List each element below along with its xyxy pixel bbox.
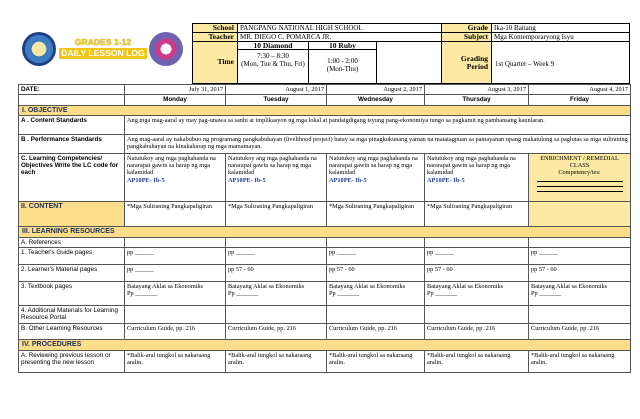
content-standards-label: A . Content Standards xyxy=(19,115,125,134)
other-resources-row xyxy=(19,323,631,339)
tb-fri-title: Batayang Aklat sa Ekonomiks xyxy=(531,283,608,291)
or-tue: Curriculum Guide, pp. 216 xyxy=(226,323,327,339)
school-seal-icon xyxy=(149,32,183,66)
tb-mon-pp: Pp _______ xyxy=(127,290,158,298)
teachers-guide-label: 1. Teacher's Guide pages xyxy=(19,248,125,265)
lc-thu xyxy=(425,153,529,201)
date-label: DATE: xyxy=(19,85,125,95)
grading-period-label: Grading Period xyxy=(441,41,492,84)
section-b-days: (Mon-Thu) xyxy=(326,65,359,73)
tb-tue-title: Batayang Aklat sa Ekonomiks xyxy=(228,283,305,291)
procedures-section-row xyxy=(19,339,631,350)
performance-standards-row xyxy=(19,134,631,153)
deped-seal-icon xyxy=(22,32,56,66)
additional-materials-row xyxy=(19,306,631,324)
tg-thu: pp ______ xyxy=(425,248,529,265)
content-header: II. CONTENT xyxy=(19,201,125,226)
lm-tue: pp 57 - 60 xyxy=(226,265,327,282)
tb-wed xyxy=(327,282,425,306)
procedures-header: IV. PROCEDURES xyxy=(19,339,631,350)
lc-tue-code: AP10PE- Ib-5 xyxy=(228,176,266,184)
am-fri xyxy=(529,306,631,324)
section-a-time: 7:30 – 8:30 xyxy=(257,52,289,60)
lm-wed: pp 57 - 60 xyxy=(327,265,425,282)
am-mon xyxy=(125,306,226,324)
section-a-name: 10 Diamond xyxy=(237,41,309,50)
time-spacer xyxy=(376,41,442,84)
dll-title-line1: GRADES 1-12 xyxy=(74,37,132,47)
grade-label: Grade xyxy=(441,23,492,33)
grade-value: Ika-10 Baitang xyxy=(491,23,630,33)
date-thu: August 3, 2017 xyxy=(425,85,529,95)
enrichment-sub: Competency/ies: xyxy=(558,169,601,177)
learning-competencies-label: C. Learning Competencies/ Objectives Write the LC code for each xyxy=(19,153,125,201)
subject-label: Subject xyxy=(441,32,492,42)
tb-wed-title: Batayang Aklat sa Ekonomiks xyxy=(329,283,406,291)
lc-wed xyxy=(327,153,425,201)
performance-standards-text: Ang mag-aaral ay nakabubuo ng programang pangkabuhayan (livelihood project) batay sa mga pinagkukunang yaman na matatagpuan sa pamayanan upang makatulong sa paglutas sa mga suliraning pangkabuhayan na kinakaharap ng mga mamamayan. xyxy=(125,134,631,153)
day-thu: Thursday xyxy=(425,95,529,105)
tb-thu-pp: Pp _______ xyxy=(427,290,458,298)
tb-mon-title: Batayang Aklat sa Ekonomiks xyxy=(127,283,204,291)
date-tue: August 1, 2017 xyxy=(226,85,327,95)
am-tue xyxy=(226,306,327,324)
references-row xyxy=(19,237,631,247)
or-thu: Curriculum Guide, pp. 216 xyxy=(425,323,529,339)
teacher-label: Teacher xyxy=(192,32,238,42)
content-fri xyxy=(529,201,631,226)
dll-title-line2: DAILY LESSON LOG xyxy=(61,48,145,58)
rv-wed: *Balik-aral tungkol sa nakaraang aralin. xyxy=(327,350,425,372)
rv-tue: *Balik-aral tungkol sa nakaraang aralin. xyxy=(226,350,327,372)
or-mon: Curriculum Guide, pp. 216 xyxy=(125,323,226,339)
teachers-guide-row xyxy=(19,248,631,265)
lc-wed-text: Natutukoy ang mga paghahanda na nararapat gawin sa harap ng mga kalamidad xyxy=(329,154,418,177)
content-standards-text: Ang mga mag-aaral ay may pag-unawa sa sanhi at implikasyon ng mga lokal at pandaigdigang isyung pang-ekonomiya tungo sa pagkamit ng pambansang kaunlaran. xyxy=(125,115,631,134)
lc-tue xyxy=(226,153,327,201)
enrichment-title: ENRICHMENT / REMEDIAL CLASS xyxy=(540,154,619,170)
performance-standards-label: B . Performance Standards xyxy=(19,134,125,153)
lc-mon-text: Natutukoy ang mga paghahanda na nararapat gawin sa harap ng mga kalamidad xyxy=(127,154,216,177)
lc-thu-text: Natutukoy ang mga paghahanda na nararapat gawin sa harap ng mga kalamidad xyxy=(427,154,516,177)
lc-mon xyxy=(125,153,226,201)
section-b-name: 10 Ruby xyxy=(308,41,377,50)
day-tue: Tuesday xyxy=(226,95,327,105)
or-fri: Curriculum Guide, pp. 216 xyxy=(529,323,631,339)
section-b-time: 1:00 - 2:00 xyxy=(327,57,358,65)
school-value: PANGPANG NATIONAL HIGH SCHOOL xyxy=(237,23,442,33)
textbook-label: 3. Textbook pages xyxy=(19,282,125,306)
content-thu: *Mga Suliraning Pangkapaligiran xyxy=(425,201,529,226)
rv-thu: *Balik-aral tungkol sa nakaraang aralin. xyxy=(425,350,529,372)
tb-thu xyxy=(425,282,529,306)
content-mon: *Mga Suliraning Pangkapaligiran xyxy=(125,201,226,226)
resources-section-row xyxy=(19,226,631,237)
section-a-days: (Mon, Tue & Thu, Fri) xyxy=(241,60,305,68)
learning-competencies-row xyxy=(19,153,631,201)
ref-wed xyxy=(327,237,425,247)
objective-section-row xyxy=(19,105,631,115)
content-tue: *Mga Suliraning Pangkapaligiran xyxy=(226,201,327,226)
lc-wed-code: AP10PE- Ib-5 xyxy=(329,176,367,184)
dll-header xyxy=(18,23,630,84)
enrichment-blank-2 xyxy=(537,184,623,187)
tb-mon xyxy=(125,282,226,306)
lc-tue-text: Natutukoy ang mga paghahanda na nararapat gawin sa harap ng mga kalamidad xyxy=(228,154,317,177)
references-label: A. References xyxy=(19,237,125,247)
date-fri: August 4, 2017 xyxy=(529,85,631,95)
learners-material-label: 2. Learner's Material pages xyxy=(19,265,125,282)
enrichment-blank-3 xyxy=(537,189,623,192)
date-wed: August 2, 2017 xyxy=(327,85,425,95)
day-blank xyxy=(19,95,125,105)
resources-header: III. LEARNING RESOURCES xyxy=(19,226,631,237)
other-resources-label: B. Other Learning Resources xyxy=(19,323,125,339)
ref-thu xyxy=(425,237,529,247)
tb-tue-pp: Pp _______ xyxy=(228,290,259,298)
textbook-row xyxy=(19,282,631,306)
additional-materials-label: 4. Additional Materials for Learning Resource Portal xyxy=(19,306,125,324)
learners-material-row xyxy=(19,265,631,282)
school-label: School xyxy=(192,23,238,33)
tb-fri xyxy=(529,282,631,306)
day-mon: Monday xyxy=(125,95,226,105)
tg-tue: pp ______ xyxy=(226,248,327,265)
lc-mon-code: AP10PE- Ib-5 xyxy=(127,176,165,184)
content-standards-row xyxy=(19,115,631,134)
logo-area xyxy=(18,23,192,84)
date-row xyxy=(19,85,631,95)
lm-fri: pp 57 - 60 xyxy=(529,265,631,282)
ref-tue xyxy=(226,237,327,247)
reviewing-label: A. Reviewing previous lesson or presenting the new lesson xyxy=(19,350,125,372)
enrichment-blank-1 xyxy=(537,179,623,182)
tb-tue xyxy=(226,282,327,306)
tg-mon: pp ______ xyxy=(125,248,226,265)
tb-thu-title: Batayang Aklat sa Ekonomiks xyxy=(427,283,504,291)
tb-fri-pp: Pp _______ xyxy=(531,290,562,298)
day-row xyxy=(19,95,631,105)
ref-mon xyxy=(125,237,226,247)
lm-mon: pp ______ xyxy=(125,265,226,282)
subject-value: Mga Kontemporaryong Isyu xyxy=(491,32,630,42)
reviewing-row xyxy=(19,350,631,372)
dll-title xyxy=(58,37,148,59)
enrichment-cell xyxy=(529,153,631,201)
day-wed: Wednesday xyxy=(327,95,425,105)
tg-fri: pp ______ xyxy=(529,248,631,265)
objective-header: I. OBJECTIVE xyxy=(19,105,631,115)
lc-thu-code: AP10PE- Ib-5 xyxy=(427,176,465,184)
am-thu xyxy=(425,306,529,324)
am-wed xyxy=(327,306,425,324)
grading-period-value: 1st Quarter – Week 9 xyxy=(491,41,630,84)
day-fri: Friday xyxy=(529,95,631,105)
or-wed: Curriculum Guide, pp. 216 xyxy=(327,323,425,339)
teacher-value: MR. DIEGO C. POMARCA JR. xyxy=(237,32,442,42)
tg-wed: pp ______ xyxy=(327,248,425,265)
lm-thu: pp 57 - 60 xyxy=(425,265,529,282)
rv-fri: *Balik-aral tungkol sa nakaraang aralin. xyxy=(529,350,631,372)
date-mon: July 31, 2017 xyxy=(125,85,226,95)
lesson-log-table xyxy=(18,84,631,373)
time-label: Time xyxy=(192,41,238,84)
content-row xyxy=(19,201,631,226)
rv-mon: *Balik-aral tungkol sa nakaraang aralin. xyxy=(125,350,226,372)
section-a-schedule xyxy=(237,49,309,84)
section-b-schedule xyxy=(308,49,377,84)
tb-wed-pp: Pp _______ xyxy=(329,290,360,298)
ref-fri xyxy=(529,237,631,247)
content-wed: *Mga Suliraning Pangkapaligiran xyxy=(327,201,425,226)
